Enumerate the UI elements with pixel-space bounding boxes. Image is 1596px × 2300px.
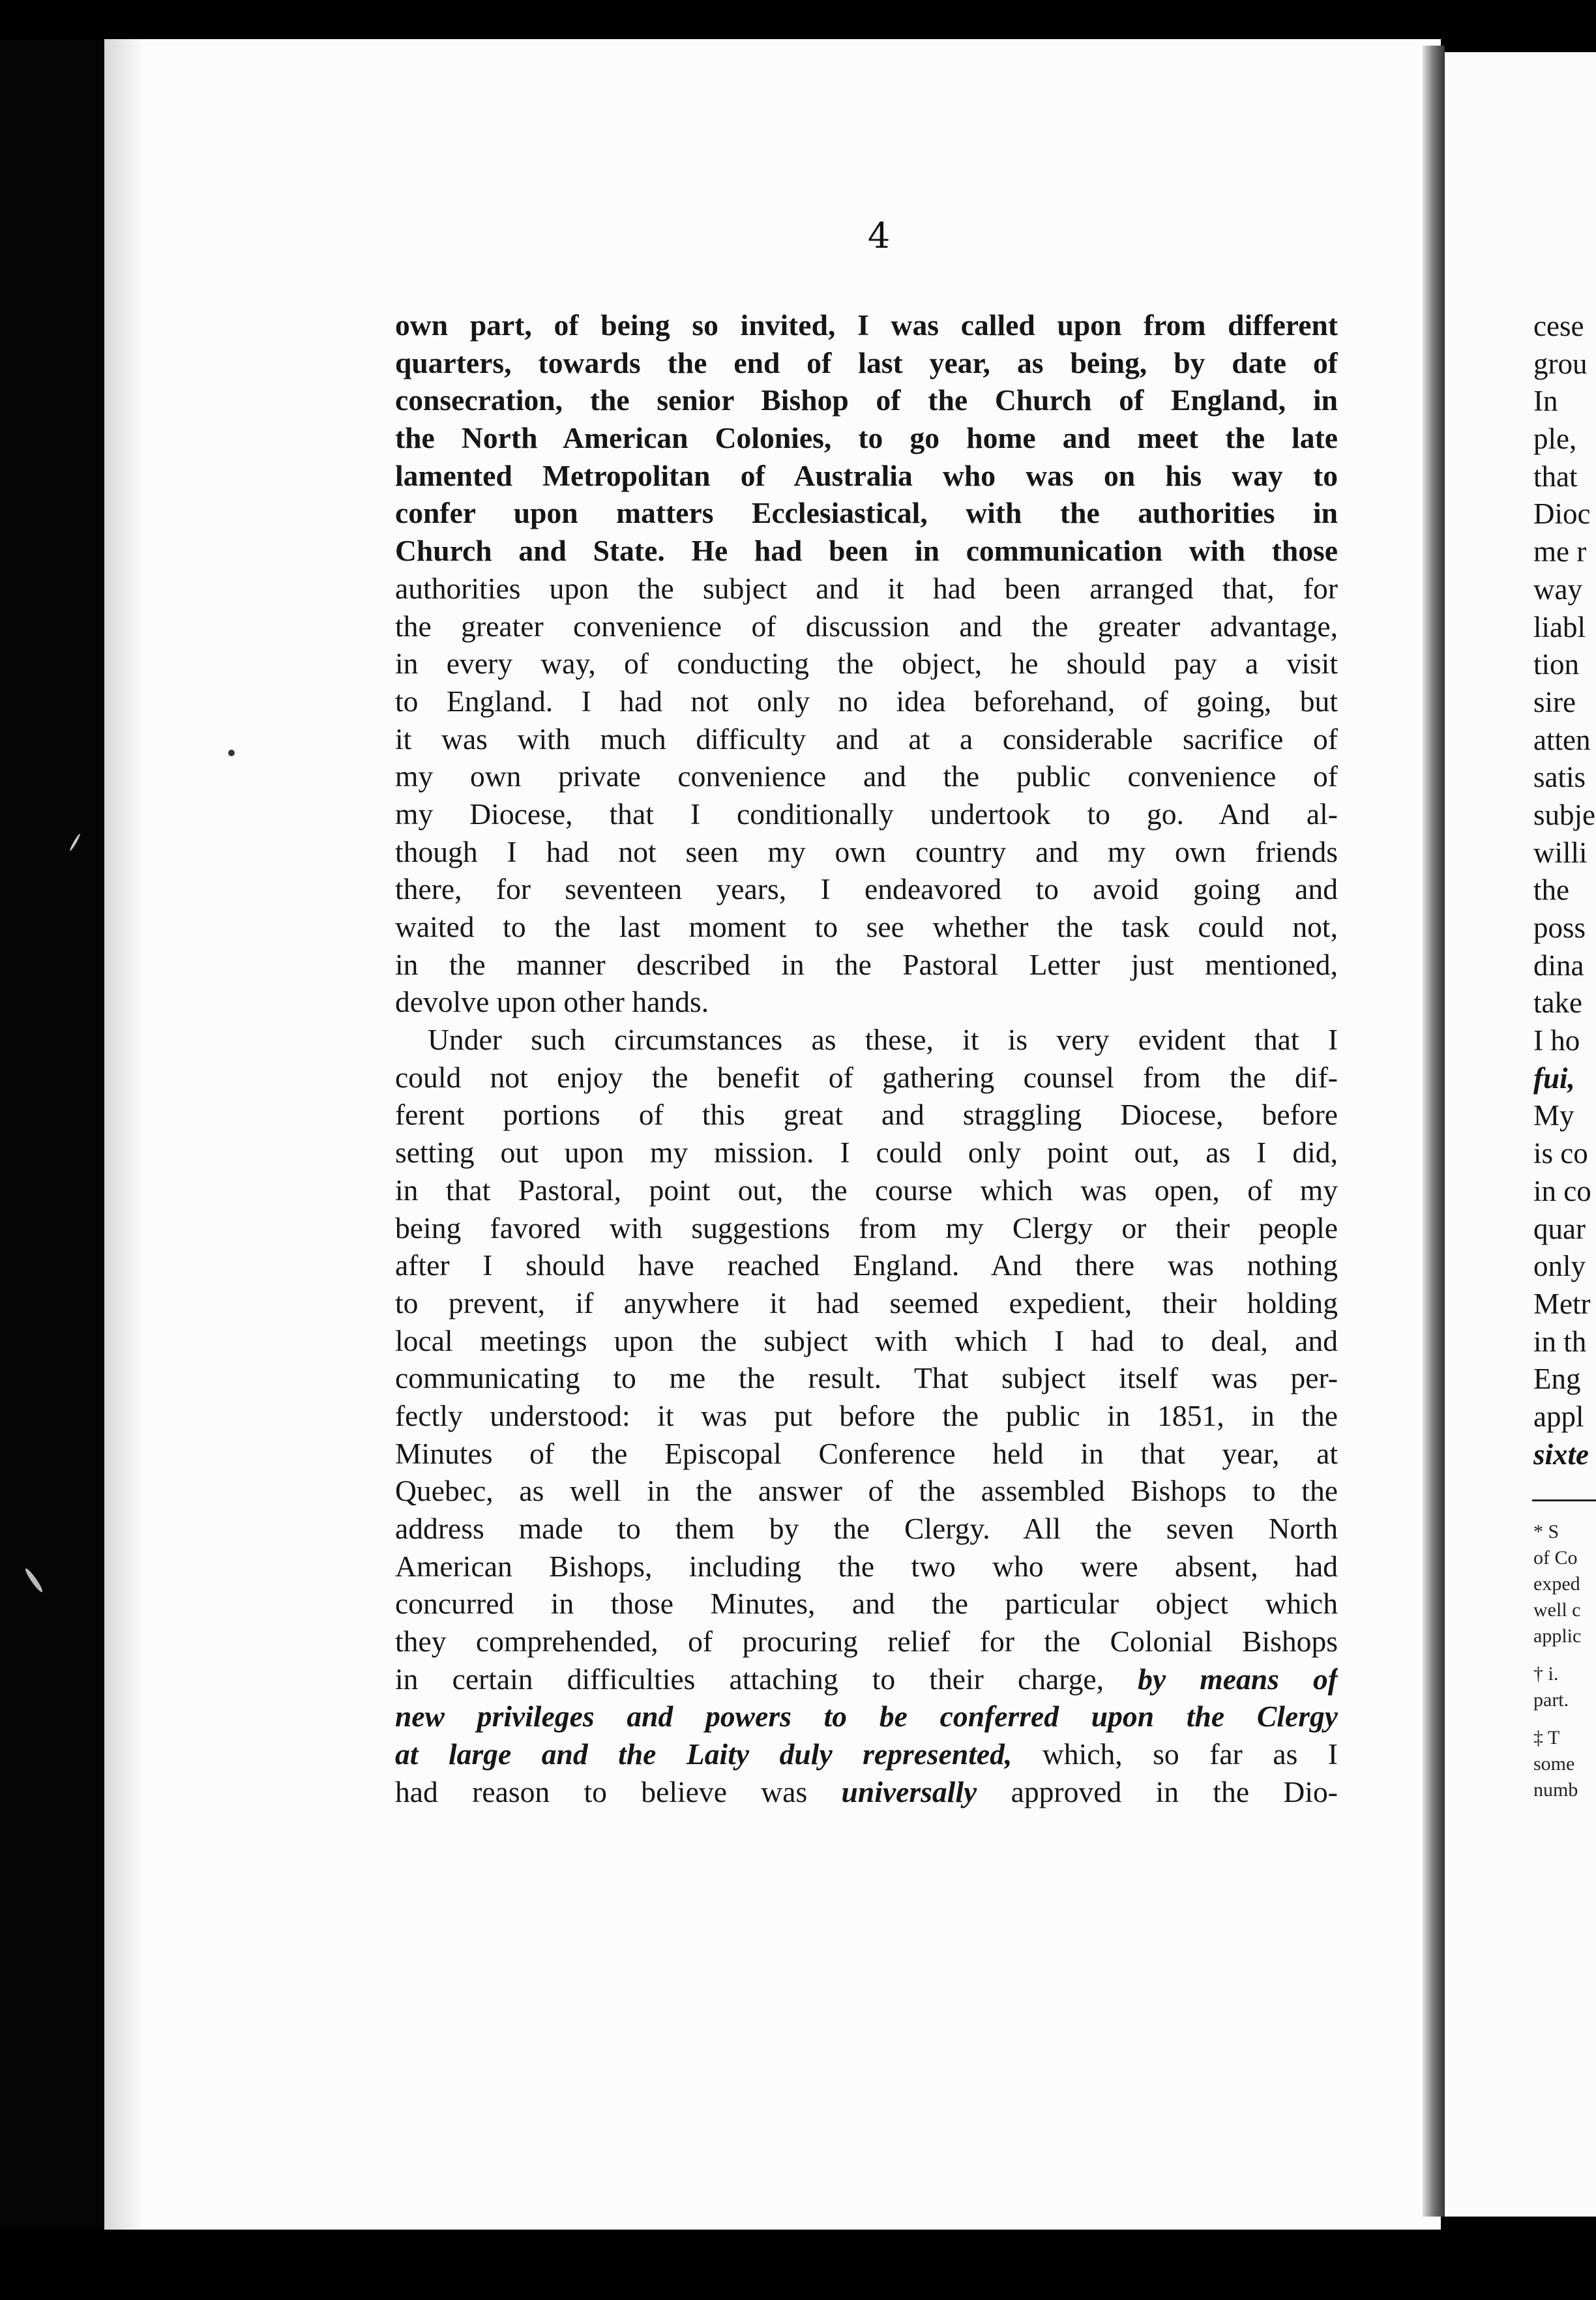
footnote-fragment: of Co	[1533, 1547, 1578, 1569]
text-line: local meetings upon the subject with which I had to deal, and	[395, 1323, 1338, 1357]
text-segment: had reason to believe was	[395, 1775, 808, 1808]
text-fragment: that	[1533, 460, 1578, 493]
emphasis-line: new privileges and powers to be conferred upon the Clergy	[395, 1700, 1338, 1733]
adjacent-page-footnotes	[1533, 1519, 1596, 1803]
text-line: quarters, towards the end of last year, as being, by date of	[395, 346, 1338, 379]
text-line: Church and State. He had been in communication with those	[395, 534, 1338, 568]
page-number: 4	[867, 215, 891, 256]
text-line: in the manner described in the Pastoral Letter just mentioned,	[395, 947, 1338, 981]
text-fragment: grou	[1533, 347, 1588, 380]
text-fragment: liabl	[1533, 610, 1586, 643]
text-segment: approved in the Dio-	[1011, 1775, 1338, 1808]
text-line: the North American Colonies, to go home and meet the late	[395, 421, 1338, 455]
text-line: devolve upon other hands.	[395, 985, 709, 1019]
text-fragment: willi	[1533, 836, 1588, 869]
text-line: after I should have reached England. And there was nothing	[395, 1248, 1338, 1282]
text-line: Minutes of the Episcopal Conference held in that year, at	[395, 1436, 1338, 1470]
text-line: setting out upon my mission. I could only point out, as I did,	[395, 1136, 1338, 1170]
text-line: in every way, of conducting the object, he should pay a visit	[395, 647, 1338, 681]
text-line: the greater convenience of discussion and the greater advantage,	[395, 609, 1338, 643]
text-line: fectly understood: it was put before the public in 1851, in the	[395, 1398, 1338, 1432]
text-line: my own private convenience and the public convenience of	[395, 759, 1338, 793]
text-fragment: sire	[1533, 685, 1576, 718]
footnote-rule	[1532, 1499, 1596, 1501]
text-line: could not enjoy the benefit of gathering counsel from the dif-	[395, 1060, 1338, 1094]
text-fragment: poss	[1533, 911, 1586, 944]
text-fragment: take	[1533, 986, 1582, 1020]
text-fragment: atten	[1533, 723, 1591, 756]
text-segment: which, so far as I	[1042, 1737, 1338, 1771]
footnote-fragment: exped	[1533, 1573, 1580, 1595]
text-fragment: I ho	[1533, 1024, 1580, 1057]
text-line: my Diocese, that I conditionally undertook to go. And al-	[395, 797, 1338, 831]
text-fragment: sixte	[1533, 1438, 1589, 1471]
footnote-fragment: numb	[1533, 1779, 1578, 1801]
text-line	[395, 1735, 1338, 1773]
text-fragment: Eng	[1533, 1363, 1581, 1396]
text-fragment: is co	[1533, 1137, 1588, 1170]
text-line: own part, of being so invited, I was called upon from different	[395, 308, 1338, 342]
text-fragment: Metr	[1533, 1287, 1591, 1320]
text-fragment: fui,	[1533, 1061, 1575, 1095]
text-line	[395, 1660, 1338, 1698]
text-line: to prevent, if anywhere it had seemed expedient, their holding	[395, 1286, 1338, 1320]
text-fragment: way	[1533, 572, 1582, 606]
text-line: waited to the last moment to see whether the task could not,	[395, 910, 1338, 943]
scan-background-left	[0, 39, 104, 2300]
emphasis-text: universally	[841, 1775, 977, 1808]
text-line: concurred in those Minutes, and the particular object which	[395, 1587, 1338, 1621]
text-fragment: My	[1533, 1099, 1574, 1132]
text-fragment: the	[1533, 874, 1569, 907]
scan-speck	[228, 750, 235, 756]
text-line: in that Pastoral, point out, the course which was open, of my	[395, 1173, 1338, 1207]
emphasis-text: by means of	[1138, 1662, 1338, 1696]
text-fragment: only	[1533, 1250, 1586, 1283]
text-line: communicating to me the result. That subject itself was per-	[395, 1361, 1338, 1395]
text-line: address made to them by the Clergy. All the seven North	[395, 1512, 1338, 1545]
footnote-fragment: well c	[1533, 1599, 1581, 1621]
text-fragment: Dioc	[1533, 497, 1591, 531]
text-line: Quebec, as well in the answer of the assembled Bishops to the	[395, 1474, 1338, 1508]
text-fragment: dina	[1533, 949, 1584, 982]
text-line: lamented Metropolitan of Australia who was on his way to	[395, 458, 1338, 492]
footnote-fragment: † i.	[1533, 1663, 1559, 1685]
text-line: there, for seventeen years, I endeavored to avoid going and	[395, 872, 1338, 906]
footnote-fragment: ‡ T	[1533, 1727, 1560, 1748]
text-fragment: me r	[1533, 535, 1587, 568]
text-fragment: in th	[1533, 1325, 1587, 1358]
text-fragment: satis	[1533, 761, 1586, 794]
main-body-text	[395, 306, 1338, 1811]
text-fragment: in co	[1533, 1174, 1591, 1207]
text-fragment: quar	[1533, 1212, 1586, 1245]
text-line: being favored with suggestions from my Clergy or their people	[395, 1211, 1338, 1245]
text-fragment: subje	[1533, 798, 1595, 831]
book-spine	[1423, 46, 1445, 2217]
text-line: they comprehended, of procuring relief for the Colonial Bishops	[395, 1625, 1338, 1659]
text-line	[395, 1773, 1338, 1811]
text-line: American Bishops, including the two who were absent, had	[395, 1549, 1338, 1583]
text-fragment: In	[1533, 385, 1558, 418]
adjacent-page-text	[1533, 308, 1596, 1473]
text-line: confer upon matters Ecclesiastical, with the authorities in	[395, 496, 1338, 530]
footnote-fragment: some	[1533, 1753, 1575, 1775]
scan-background-bottom	[0, 2230, 1596, 2300]
footnote-fragment: part.	[1533, 1689, 1569, 1711]
scan-background-top	[0, 0, 1596, 39]
text-line: it was with much difficulty and at a considerable sacrifice of	[395, 722, 1338, 756]
text-fragment: cese	[1533, 310, 1584, 342]
text-line: ferent portions of this great and straggling Diocese, before	[395, 1098, 1338, 1132]
text-line: consecration, the senior Bishop of the Church of England, in	[395, 383, 1338, 417]
footnote-fragment: applic	[1533, 1625, 1582, 1647]
text-line: to England. I had not only no idea beforehand, of going, but	[395, 684, 1338, 718]
text-line: Under such circumstances as these, it is very evident that I	[428, 1023, 1338, 1057]
text-fragment: tion	[1533, 648, 1580, 681]
text-line: though I had not seen my own country and my own friends	[395, 834, 1338, 868]
text-line: authorities upon the subject and it had been arranged that, for	[395, 571, 1338, 605]
text-fragment: appl	[1533, 1400, 1584, 1433]
text-segment: in certain difficulties attaching to their charge,	[395, 1662, 1104, 1696]
footnote-fragment: * S	[1533, 1521, 1559, 1542]
emphasis-text: at large and the Laity duly represented,	[395, 1737, 1012, 1771]
text-fragment: ple,	[1533, 422, 1577, 456]
